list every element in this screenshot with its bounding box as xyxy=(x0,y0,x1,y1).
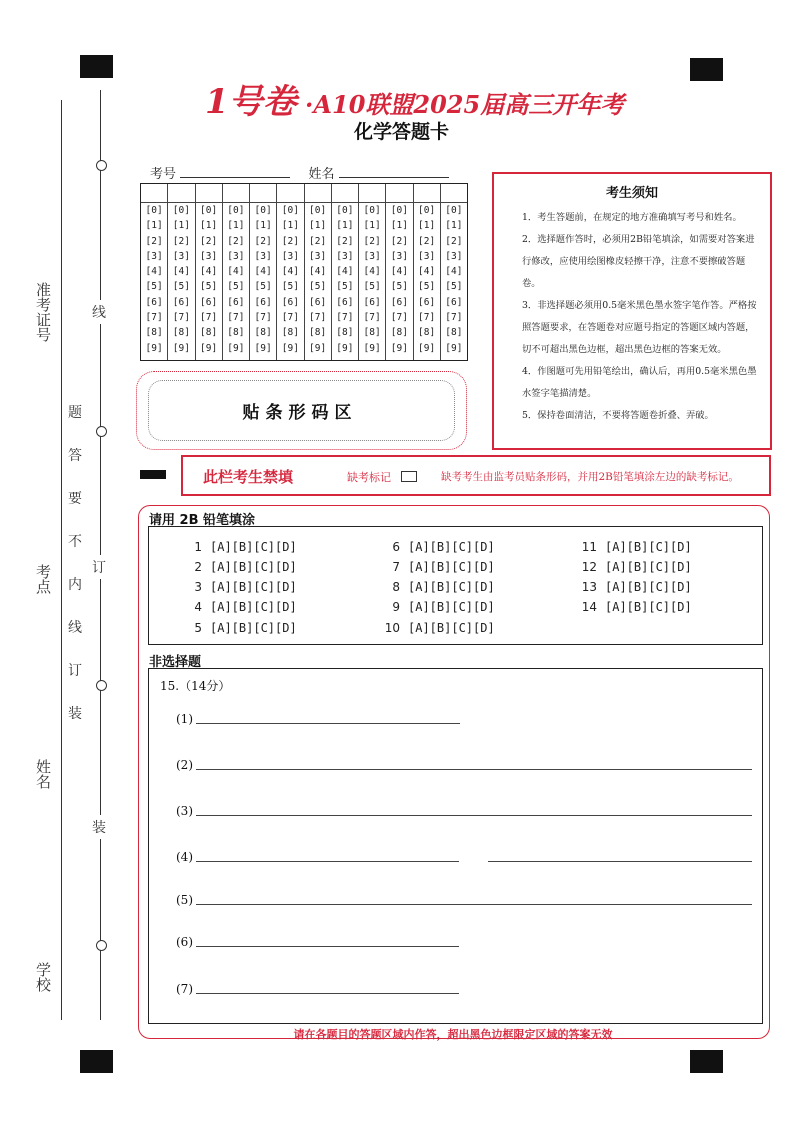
exam-digit-write-cell[interactable] xyxy=(223,184,249,203)
exam-digit-column xyxy=(359,184,386,360)
mc-options[interactable]: [A][B][C][D] xyxy=(210,540,297,554)
exam-digit-bubble[interactable]: [7] xyxy=(145,312,163,324)
answer-line-1[interactable] xyxy=(196,723,460,724)
exam-digit-bubble[interactable]: [1] xyxy=(390,220,408,232)
exam-digit-bubble[interactable]: [3] xyxy=(281,250,299,262)
exam-digit-bubble[interactable]: [6] xyxy=(281,296,299,308)
binding-hole xyxy=(96,426,107,437)
exam-digit-bubble[interactable]: [6] xyxy=(445,296,463,308)
binding-hole xyxy=(96,680,107,691)
mc-question-row[interactable] xyxy=(378,560,495,574)
exam-digit-bubble[interactable]: [9] xyxy=(390,342,408,354)
warning-char: 答 xyxy=(68,448,82,464)
mc-question-row[interactable] xyxy=(180,600,297,614)
exam-digit-bubble[interactable]: [8] xyxy=(418,327,436,339)
mc-question-row[interactable] xyxy=(180,560,297,574)
blank-label-5: (5) xyxy=(176,893,193,907)
exam-digit-bubble[interactable]: [7] xyxy=(309,312,327,324)
exam-digit-bubble[interactable]: [9] xyxy=(145,342,163,354)
exam-digit-bubble[interactable]: [2] xyxy=(227,235,245,247)
answer-line-2[interactable] xyxy=(196,769,752,770)
exam-no-label: 考号 xyxy=(150,167,177,182)
exam-digit-bubble[interactable]: [5] xyxy=(336,281,354,293)
mc-question-row[interactable] xyxy=(575,560,692,574)
exam-digit-bubble[interactable]: [3] xyxy=(336,250,354,262)
exam-digit-bubble[interactable]: [6] xyxy=(336,296,354,308)
exam-digit-bubble[interactable]: [4] xyxy=(172,266,190,278)
exam-digit-bubble[interactable]: [7] xyxy=(390,312,408,324)
exam-digit-bubble[interactable]: [7] xyxy=(363,312,381,324)
exam-digit-write-cell[interactable] xyxy=(414,184,440,203)
mc-options[interactable]: [A][B][C][D] xyxy=(605,540,692,554)
mc-question-row[interactable] xyxy=(378,540,495,554)
mc-question-number: 7 xyxy=(392,560,400,574)
exam-digit-bubble[interactable]: [5] xyxy=(390,281,408,293)
exam-digit-bubble[interactable]: [7] xyxy=(200,312,218,324)
exam-digit-bubble[interactable]: [4] xyxy=(281,266,299,278)
footer-warning: 请在各题目的答题区域内作答，超出黑色边框限定区域的答案无效 xyxy=(293,1028,613,1041)
warning-char: 内 xyxy=(68,577,82,593)
question-15-title: 15.（14分） xyxy=(160,679,231,693)
answer-line-5[interactable] xyxy=(196,904,752,905)
mc-question-number: 8 xyxy=(392,580,400,594)
notice-item: 2．选择题作答时，必须用2B铅笔填涂，如需要对答案进行修改，应使用绘图橡皮轻擦干净，注意不要擦破答题卷。 xyxy=(522,234,755,289)
exam-digit-bubble[interactable]: [2] xyxy=(336,235,354,247)
exam-digit-write-cell[interactable] xyxy=(305,184,331,203)
exam-digit-bubble[interactable]: [7] xyxy=(172,312,190,324)
mc-question-number: 5 xyxy=(194,621,202,635)
exam-digit-write-cell[interactable] xyxy=(277,184,303,203)
mc-question-row[interactable] xyxy=(575,580,692,594)
warning-char: 订 xyxy=(68,663,82,679)
mc-question-number: 4 xyxy=(194,600,202,614)
exam-digit-bubble[interactable]: [9] xyxy=(254,342,272,354)
mc-question-row[interactable] xyxy=(180,540,297,554)
mc-options[interactable]: [A][B][C][D] xyxy=(605,560,692,574)
exam-digit-bubble[interactable]: [1] xyxy=(254,220,272,232)
exam-digit-bubble[interactable]: [9] xyxy=(418,342,436,354)
exam-digit-bubble[interactable]: [8] xyxy=(145,327,163,339)
exam-digit-column xyxy=(141,184,168,360)
exam-digit-bubble[interactable]: [3] xyxy=(172,250,190,262)
exam-digit-bubble[interactable]: [8] xyxy=(172,327,190,339)
exam-digit-bubble[interactable]: [4] xyxy=(363,266,381,278)
mc-options[interactable]: [A][B][C][D] xyxy=(605,580,692,594)
exam-digit-bubble[interactable]: [1] xyxy=(145,220,163,232)
exam-digit-bubble[interactable]: [8] xyxy=(200,327,218,339)
blank-label-3: (3) xyxy=(176,804,193,818)
exam-digit-bubble[interactable]: [3] xyxy=(227,250,245,262)
exam-digit-bubble[interactable]: [6] xyxy=(309,296,327,308)
room-label: 考点 xyxy=(33,560,54,598)
exam-digit-bubble[interactable]: [5] xyxy=(445,281,463,293)
exam-digit-column xyxy=(441,184,467,360)
exam-digit-bubble[interactable]: [1] xyxy=(172,220,190,232)
exam-digit-bubble[interactable]: [6] xyxy=(172,296,190,308)
exam-digit-bubble[interactable]: [8] xyxy=(281,327,299,339)
exam-digit-bubble[interactable]: [7] xyxy=(254,312,272,324)
exam-digit-bubble[interactable]: [3] xyxy=(309,250,327,262)
exam-digit-bubble[interactable]: [5] xyxy=(281,281,299,293)
absent-note: 缺考考生由监考员贴条形码，并用2B铅笔填涂左边的缺考标记。 xyxy=(441,471,739,483)
exam-digit-bubble[interactable]: [9] xyxy=(200,342,218,354)
exam-digit-bubble[interactable]: [1] xyxy=(227,220,245,232)
exam-digit-bubble[interactable]: [9] xyxy=(172,342,190,354)
answer-line-4b[interactable] xyxy=(488,861,752,862)
warning-char: 不 xyxy=(68,534,82,550)
exam-digit-bubble[interactable]: [7] xyxy=(336,312,354,324)
exam-digit-bubble[interactable]: [3] xyxy=(445,250,463,262)
exam-digit-bubble[interactable]: [3] xyxy=(418,250,436,262)
exam-digit-bubble[interactable]: [8] xyxy=(445,327,463,339)
exam-digit-column xyxy=(223,184,250,360)
exam-digit-bubble[interactable]: [0] xyxy=(309,205,327,216)
answer-line-3[interactable] xyxy=(196,815,752,816)
mc-question-number: 14 xyxy=(581,600,597,614)
exam-digit-bubble[interactable]: [1] xyxy=(445,220,463,232)
exam-digit-bubble[interactable]: [1] xyxy=(418,220,436,232)
registration-mark-bottom-left xyxy=(80,1050,113,1073)
exam-digit-bubble[interactable]: [7] xyxy=(281,312,299,324)
exam-title: ·A10联盟2025届高三开年考 xyxy=(305,90,625,119)
registration-mark-bottom-right xyxy=(690,1050,723,1073)
warning-char: 要 xyxy=(68,491,82,507)
brand-logo: 1号卷 xyxy=(205,82,297,122)
exam-digit-column xyxy=(196,184,223,360)
exam-digit-bubble[interactable]: [3] xyxy=(254,250,272,262)
exam-digit-bubble[interactable]: [4] xyxy=(254,266,272,278)
exam-digit-bubble[interactable]: [6] xyxy=(227,296,245,308)
binding-hole xyxy=(96,160,107,171)
exam-digit-column xyxy=(305,184,332,360)
mc-question-row[interactable] xyxy=(378,600,495,614)
exam-digit-bubble[interactable]: [8] xyxy=(254,327,272,339)
header-title xyxy=(205,74,624,123)
binding-hole xyxy=(96,940,107,951)
exam-digit-bubble[interactable]: [5] xyxy=(145,281,163,293)
mc-question-number: 2 xyxy=(194,560,202,574)
mc-options[interactable]: [A][B][C][D] xyxy=(408,621,495,635)
exam-digit-bubble[interactable]: [0] xyxy=(254,205,272,216)
open-section-title: 非选择题 xyxy=(149,655,202,670)
exam-digit-bubble[interactable]: [6] xyxy=(200,296,218,308)
blank-label-4: (4) xyxy=(176,850,193,864)
exam-digit-bubble[interactable]: [0] xyxy=(172,205,190,216)
exam-digit-write-cell[interactable] xyxy=(168,184,194,203)
blank-label-1: (1) xyxy=(176,712,193,726)
exam-digit-bubble[interactable]: [2] xyxy=(445,235,463,247)
mc-question-number: 10 xyxy=(384,621,400,635)
mc-question-number: 3 xyxy=(194,580,202,594)
exam-digit-bubble[interactable]: [6] xyxy=(145,296,163,308)
mc-question-row[interactable] xyxy=(378,580,495,594)
exam-digit-bubble[interactable]: [7] xyxy=(418,312,436,324)
mc-question-row[interactable] xyxy=(180,580,297,594)
staple-char: 装 xyxy=(92,815,106,839)
exam-digit-bubble[interactable]: [5] xyxy=(172,281,190,293)
notice-item: 1．考生答题前，在规定的地方准确填写考号和姓名。 xyxy=(522,212,742,223)
exam-digit-bubble[interactable]: [4] xyxy=(390,266,408,278)
exam-digit-bubble[interactable]: [7] xyxy=(227,312,245,324)
mc-options[interactable]: [A][B][C][D] xyxy=(210,580,297,594)
exam-digit-bubble[interactable]: [3] xyxy=(145,250,163,262)
notice-item: 4．作图题可先用铅笔绘出，确认后，再用0.5毫米黑色墨水签字笔描清楚。 xyxy=(522,366,757,399)
exam-digit-bubble[interactable]: [0] xyxy=(281,205,299,216)
exam-digit-bubble[interactable]: [5] xyxy=(200,281,218,293)
exam-digit-bubble[interactable]: [9] xyxy=(309,342,327,354)
exam-digit-bubble[interactable]: [9] xyxy=(336,342,354,354)
mc-question-number: 12 xyxy=(581,560,597,574)
answer-line-6[interactable] xyxy=(196,946,459,947)
exam-digit-bubble[interactable]: [1] xyxy=(309,220,327,232)
exam-digit-bubble[interactable]: [0] xyxy=(418,205,436,216)
exam-digit-bubble[interactable]: [8] xyxy=(336,327,354,339)
exam-digit-bubble[interactable]: [6] xyxy=(254,296,272,308)
exam-digit-bubble[interactable]: [3] xyxy=(363,250,381,262)
exam-digit-column xyxy=(414,184,441,360)
mc-question-number: 1 xyxy=(194,540,202,554)
exam-digit-bubble[interactable]: [9] xyxy=(445,342,463,354)
blank-label-7: (7) xyxy=(176,982,193,996)
mc-options[interactable]: [A][B][C][D] xyxy=(210,621,297,635)
exam-id-label: 准考证号 xyxy=(33,278,54,346)
exam-digit-column xyxy=(386,184,413,360)
notice-title: 考生须知 xyxy=(605,186,658,201)
exam-digit-bubble[interactable]: [5] xyxy=(418,281,436,293)
exam-digit-bubble[interactable]: [2] xyxy=(309,235,327,247)
exam-digit-bubble[interactable]: [2] xyxy=(281,235,299,247)
mc-question-number: 9 xyxy=(392,600,400,614)
mc-section-title: 请用 2B 铅笔填涂 xyxy=(149,513,256,528)
exam-digit-bubble[interactable]: [8] xyxy=(309,327,327,339)
bind-char: 订 xyxy=(92,555,106,579)
student-name-field[interactable] xyxy=(339,165,449,178)
mc-options[interactable]: [A][B][C][D] xyxy=(408,600,495,614)
mc-options[interactable]: [A][B][C][D] xyxy=(408,540,495,554)
exam-digit-bubble[interactable]: [4] xyxy=(418,266,436,278)
exam-digit-bubble[interactable]: [3] xyxy=(390,250,408,262)
exam-digit-bubble[interactable]: [9] xyxy=(281,342,299,354)
exam-digit-bubble[interactable]: [1] xyxy=(200,220,218,232)
answer-line-7[interactable] xyxy=(196,993,459,994)
exam-digit-bubble[interactable]: [9] xyxy=(227,342,245,354)
exam-digit-write-cell[interactable] xyxy=(250,184,276,203)
blank-label-2: (2) xyxy=(176,758,193,772)
exam-digit-bubble[interactable]: [2] xyxy=(363,235,381,247)
registration-mark-top-right xyxy=(690,58,723,81)
exam-no-field[interactable] xyxy=(180,165,290,178)
exam-digit-write-cell[interactable] xyxy=(359,184,385,203)
exam-digit-column xyxy=(277,184,304,360)
binding-line-left xyxy=(61,100,62,1020)
notice-item: 5．保持卷面清洁，不要将答题卷折叠、弄破。 xyxy=(522,410,714,421)
absent-checkbox[interactable] xyxy=(401,471,417,482)
exam-digit-bubble[interactable]: [4] xyxy=(145,266,163,278)
exam-digit-bubble[interactable]: [4] xyxy=(336,266,354,278)
answer-line-4a[interactable] xyxy=(196,861,459,862)
exam-digit-bubble[interactable]: [0] xyxy=(445,205,463,216)
school-label: 学校 xyxy=(33,958,54,996)
forbidden-title: 此栏考生禁填 xyxy=(203,468,294,486)
exam-digit-bubble[interactable]: [0] xyxy=(336,205,354,216)
exam-digit-bubble[interactable]: [2] xyxy=(390,235,408,247)
exam-digit-bubble[interactable]: [6] xyxy=(418,296,436,308)
exam-digit-bubble[interactable]: [4] xyxy=(227,266,245,278)
absent-mark-bar xyxy=(140,470,166,479)
card-subtitle: 化学答题卡 xyxy=(354,121,450,143)
mc-question-number: 13 xyxy=(581,580,597,594)
exam-digit-bubble[interactable]: [1] xyxy=(281,220,299,232)
exam-digit-bubble[interactable]: [0] xyxy=(145,205,163,216)
exam-digit-bubble[interactable]: [2] xyxy=(145,235,163,247)
student-name-label: 姓名 xyxy=(308,167,335,182)
mc-question-row[interactable] xyxy=(180,621,297,635)
exam-digit-bubble[interactable]: [3] xyxy=(200,250,218,262)
open-box xyxy=(148,668,763,1024)
exam-digit-bubble[interactable]: [1] xyxy=(336,220,354,232)
notice-item: 3．非选择题必须用0.5毫米黑色墨水签字笔作答。严格按照答题要求，在答题卷对应题号指定的答题区域内答题，切不可超出黑色边框，超出黑色边框的答案无效。 xyxy=(522,300,757,355)
exam-digit-bubble[interactable]: [7] xyxy=(445,312,463,324)
line-char: 线 xyxy=(92,300,106,324)
exam-digit-write-cell[interactable] xyxy=(441,184,467,203)
mc-question-number: 6 xyxy=(392,540,400,554)
info-row xyxy=(150,163,449,182)
exam-digit-bubble[interactable]: [2] xyxy=(254,235,272,247)
exam-digit-bubble[interactable]: [2] xyxy=(418,235,436,247)
mc-options[interactable]: [A][B][C][D] xyxy=(210,600,297,614)
exam-digit-bubble[interactable]: [5] xyxy=(363,281,381,293)
warning-char: 装 xyxy=(68,706,82,722)
exam-digit-bubble[interactable]: [8] xyxy=(227,327,245,339)
exam-digit-bubble[interactable]: [8] xyxy=(390,327,408,339)
exam-digit-bubble[interactable]: [8] xyxy=(363,327,381,339)
mc-options[interactable]: [A][B][C][D] xyxy=(210,560,297,574)
exam-digit-bubble[interactable]: [2] xyxy=(172,235,190,247)
exam-digit-bubble[interactable]: [2] xyxy=(200,235,218,247)
barcode-label: 贴条形码区 xyxy=(242,403,358,423)
exam-digit-write-cell[interactable] xyxy=(196,184,222,203)
exam-number-grid[interactable] xyxy=(140,183,468,361)
exam-digit-bubble[interactable]: [0] xyxy=(390,205,408,216)
exam-digit-bubble[interactable]: [4] xyxy=(200,266,218,278)
exam-digit-bubble[interactable]: [6] xyxy=(390,296,408,308)
mc-options[interactable]: [A][B][C][D] xyxy=(408,580,495,594)
exam-digit-column xyxy=(250,184,277,360)
warning-char: 题 xyxy=(68,405,82,421)
mc-options[interactable]: [A][B][C][D] xyxy=(408,560,495,574)
exam-digit-write-cell[interactable] xyxy=(332,184,358,203)
exam-digit-bubble[interactable]: [0] xyxy=(363,205,381,216)
mc-question-number: 11 xyxy=(581,540,597,554)
blank-label-6: (6) xyxy=(176,935,193,949)
exam-digit-write-cell[interactable] xyxy=(386,184,412,203)
name-label: 姓名 xyxy=(33,755,54,793)
exam-digit-bubble[interactable]: [9] xyxy=(363,342,381,354)
mc-question-row[interactable] xyxy=(575,600,692,614)
exam-digit-bubble[interactable]: [0] xyxy=(227,205,245,216)
exam-digit-bubble[interactable]: [4] xyxy=(309,266,327,278)
exam-digit-column xyxy=(168,184,195,360)
exam-digit-bubble[interactable]: [6] xyxy=(363,296,381,308)
mc-options[interactable]: [A][B][C][D] xyxy=(605,600,692,614)
warning-char: 线 xyxy=(68,620,82,636)
exam-digit-bubble[interactable]: [0] xyxy=(200,205,218,216)
exam-digit-bubble[interactable]: [5] xyxy=(254,281,272,293)
exam-digit-write-cell[interactable] xyxy=(141,184,167,203)
exam-digit-column xyxy=(332,184,359,360)
mc-question-row[interactable] xyxy=(575,540,692,554)
registration-mark-top-left xyxy=(80,55,113,78)
exam-digit-bubble[interactable]: [5] xyxy=(227,281,245,293)
forbidden-row xyxy=(181,455,771,496)
exam-digit-bubble[interactable]: [1] xyxy=(363,220,381,232)
exam-digit-bubble[interactable]: [5] xyxy=(309,281,327,293)
mc-question-row[interactable] xyxy=(378,621,495,635)
absent-label: 缺考标记 xyxy=(347,471,391,484)
exam-digit-bubble[interactable]: [4] xyxy=(445,266,463,278)
